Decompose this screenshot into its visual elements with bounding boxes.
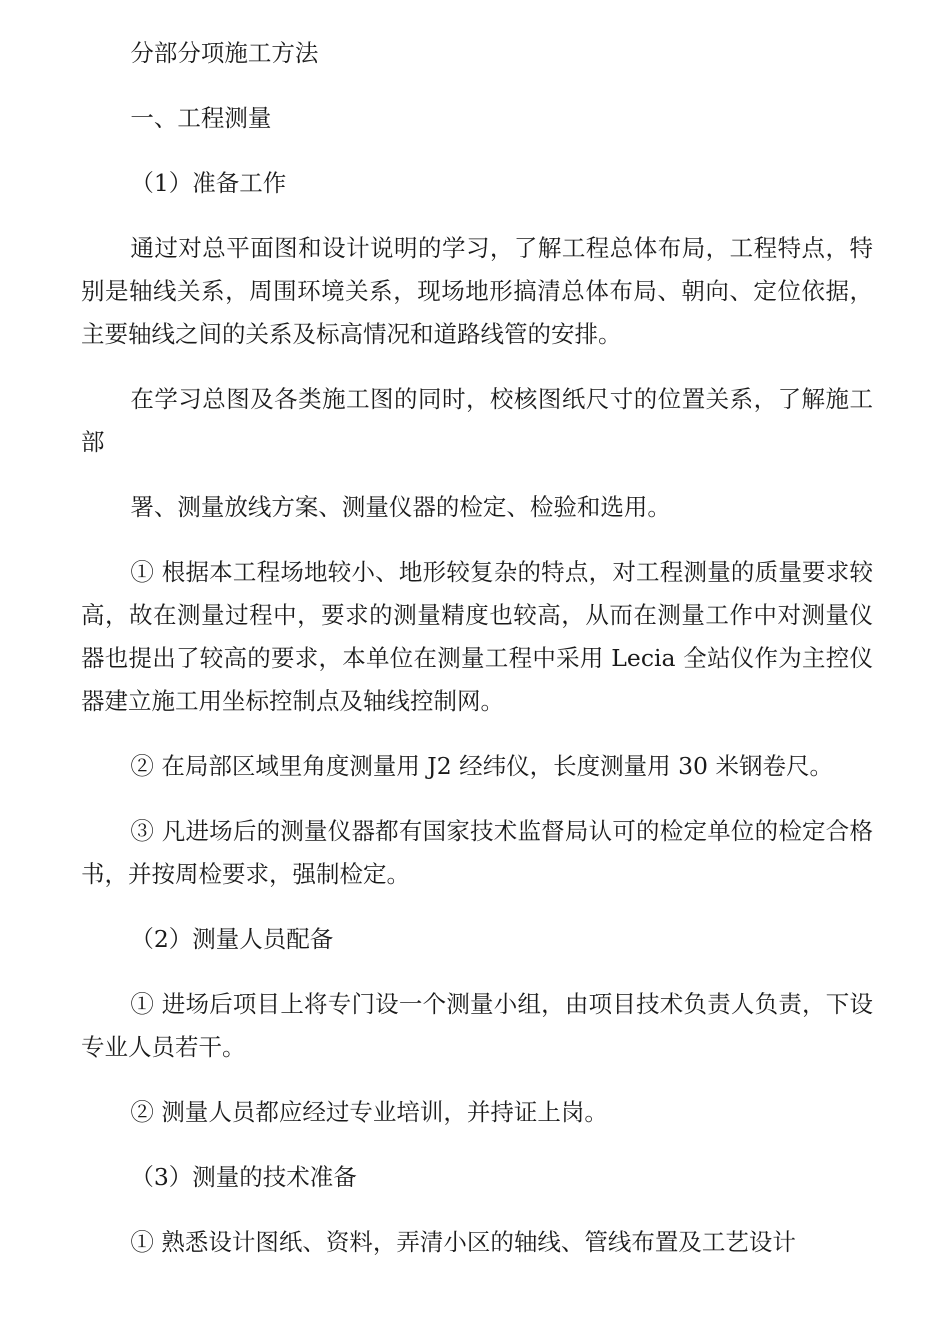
list-item-theodolite: ② 在局部区域里角度测量用 J2 经纬仪，长度测量用 30 米钢卷尺。 (130, 752, 833, 780)
document-title: 分部分项施工方法 (130, 39, 319, 67)
list-item-calibration: ③ 凡进场后的测量仪器都有国家技术监督局认可的检定单位的检定合格书，并按周检要求，强制检定。 (81, 817, 873, 888)
subheading-technical-prep: （3）测量的技术准备 (130, 1163, 357, 1191)
list-item-survey-team: ① 进场后项目上将专门设一个测量小组，由项目技术负责人负责，下设专业人员若干。 (81, 990, 873, 1061)
list-item-training: ② 测量人员都应经过专业培训，并持证上岗。 (130, 1098, 608, 1126)
section-heading-survey: 一、工程测量 (130, 104, 272, 132)
paragraph-study-plans: 通过对总平面图和设计说明的学习，了解工程总体布局，工程特点，特别是轴线关系，周围环境关系，现场地形搞清总体布局、朝向、定位依据，主要轴线之间的关系及标高情况和道路线管的安排。 (81, 234, 873, 348)
document-page (81, 32, 873, 1264)
paragraph-check-drawings: 在学习总图及各类施工图的同时，校核图纸尺寸的位置关系，了解施工部 (81, 385, 873, 456)
list-item-familiarize-drawings: ① 熟悉设计图纸、资料，弄清小区的轴线、管线布置及工艺设计 (130, 1228, 796, 1256)
subheading-staffing: （2）测量人员配备 (130, 925, 334, 953)
list-item-instrument-selection: ① 根据本工程场地较小、地形较复杂的特点，对工程测量的质量要求较高，故在测量过程中，要求的测量精度也较高，从而在测量工作中对测量仪器也提出了较高的要求，本单位在测量工程中采用 Lecia 全站仪作为主控仪器建立施工用坐标控制点及轴线控制网。 (81, 558, 873, 715)
subheading-preparation: （1）准备工作 (130, 169, 287, 197)
paragraph-survey-plan: 署、测量放线方案、测量仪器的检定、检验和选用。 (130, 493, 671, 521)
